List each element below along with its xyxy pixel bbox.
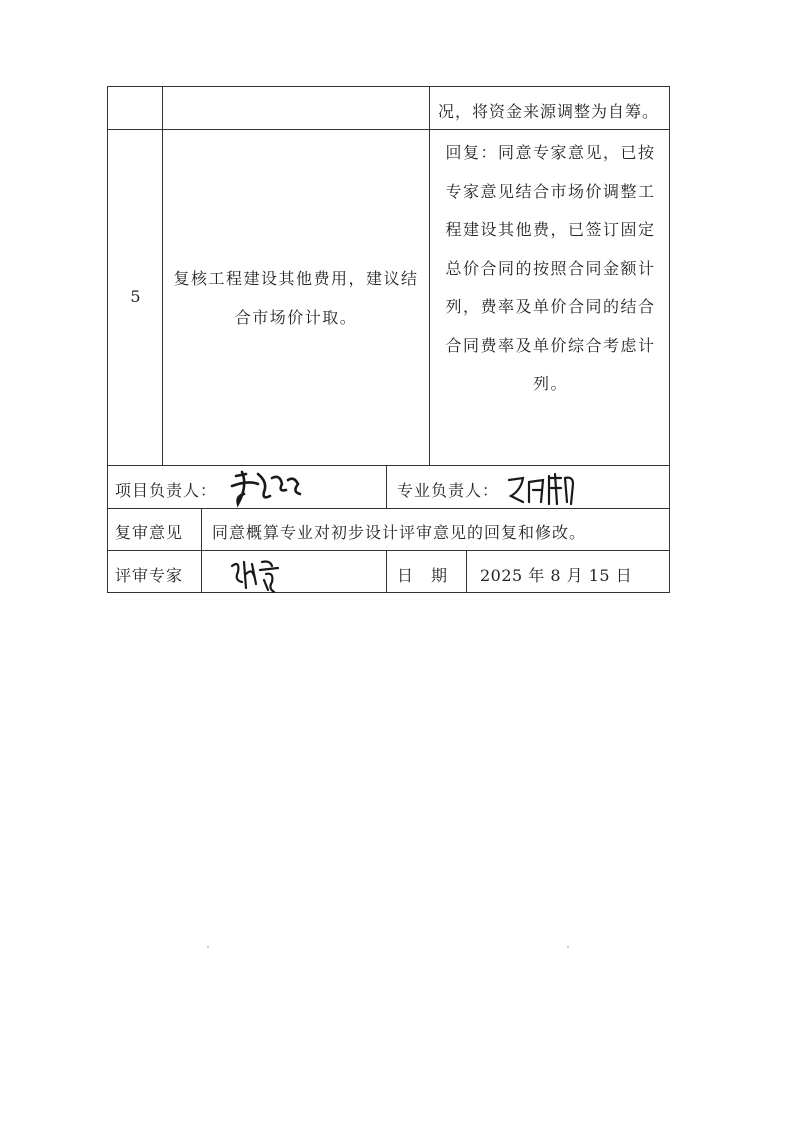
scan-speck [207, 946, 209, 948]
reply-line: 列。 [532, 374, 568, 393]
review-label: 复审意见 [115, 523, 184, 542]
column-divider [386, 550, 387, 593]
date-value: 2025 年 8 月 15 日 [480, 566, 633, 585]
date-label: 日 期 [397, 566, 449, 585]
expert-opinion-cell [164, 260, 428, 337]
specialty-lead-signature [503, 468, 579, 508]
column-divider [386, 465, 387, 509]
row-divider [107, 550, 670, 551]
expert-signature [228, 554, 288, 596]
reply-line: 总价合同的按照合同金额计 [445, 258, 656, 278]
project-lead-signature [228, 466, 310, 508]
project-lead-label: 项目负责人： [115, 481, 218, 500]
expert-label: 评审专家 [115, 566, 184, 585]
column-divider [466, 550, 467, 593]
reply-line: 列，费率及单价合同的结合 [445, 297, 656, 316]
reply-line: 专家意见结合市场价调整工 [445, 181, 656, 201]
column-divider [201, 508, 202, 593]
column-divider [162, 86, 163, 466]
scan-speck [567, 946, 569, 948]
opinion-line: 合市场价计取。 [234, 307, 358, 327]
row-divider [107, 465, 670, 466]
row-divider [107, 508, 670, 509]
column-divider [429, 86, 430, 466]
reply-line: 回复：同意专家意见，已按 [445, 143, 656, 162]
specialty-lead-label: 专业负责人： [397, 481, 500, 500]
opinion-line: 复核工程建设其他费用，建议结 [173, 269, 419, 288]
reply-tail-text: 况，将资金来源调整为自筹。 [438, 102, 660, 121]
reply-line: 程建设其他费，已签订固定 [445, 220, 656, 239]
row-number: 5 [130, 287, 142, 306]
reply-cell [431, 134, 670, 404]
review-text: 同意概算专业对初步设计评审意见的回复和修改。 [212, 523, 587, 542]
row-divider [107, 129, 670, 130]
reply-line: 合同费率及单价综合考虑计 [445, 335, 656, 355]
